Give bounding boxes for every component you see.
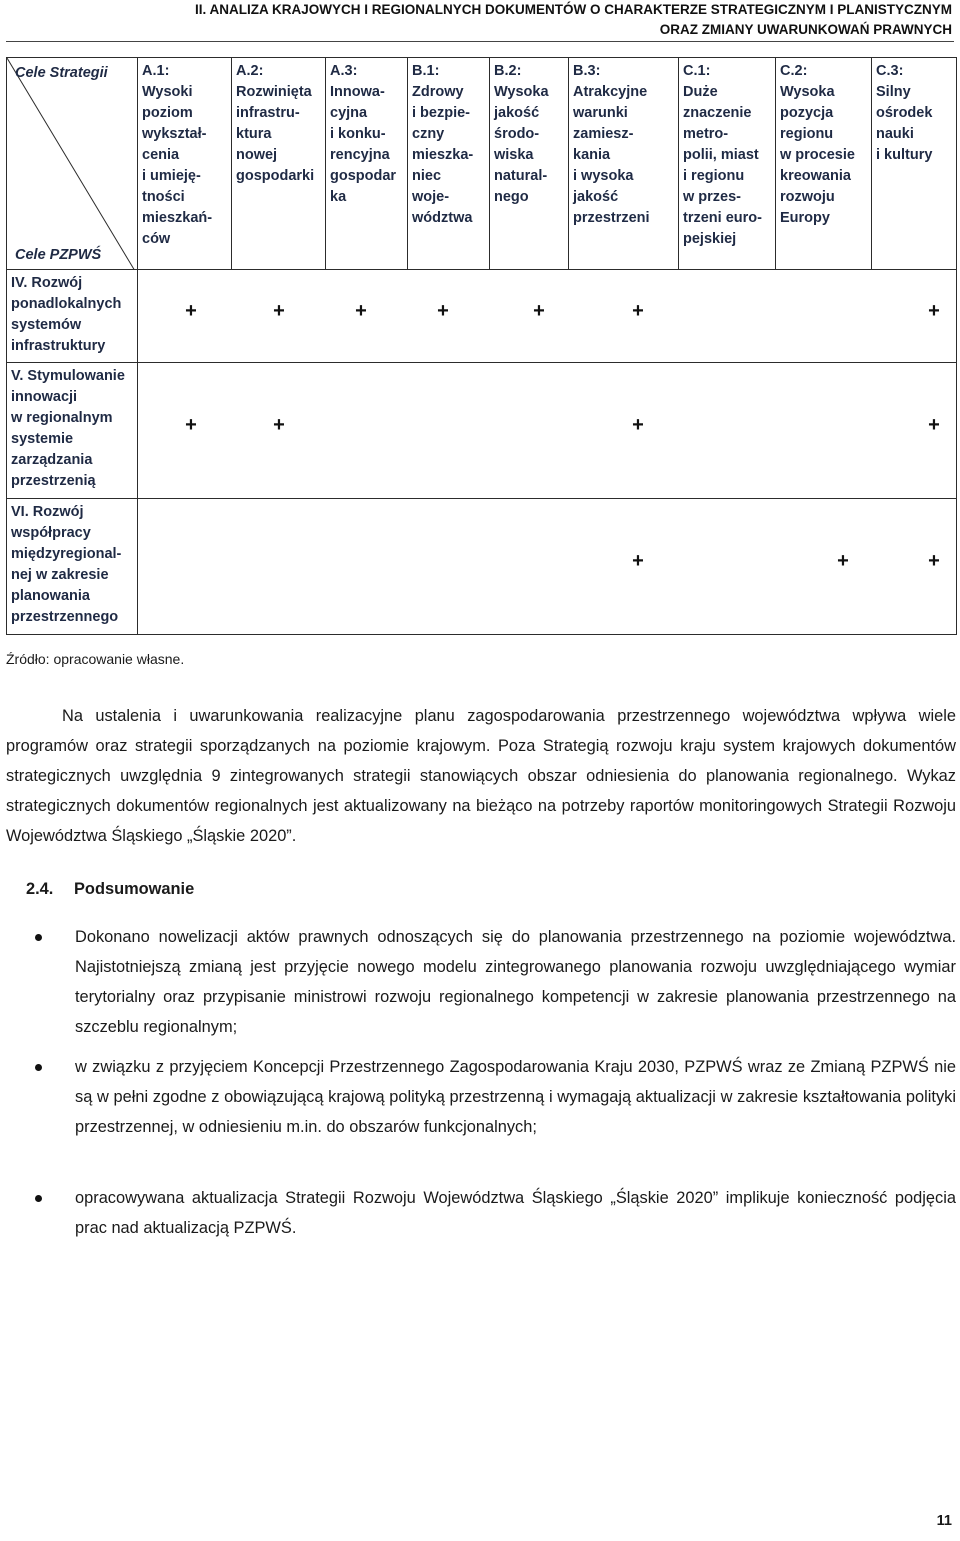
column-label-line: wiska: [494, 147, 534, 163]
column-label-line: niec: [412, 168, 442, 184]
bullet-icon: [35, 934, 42, 941]
column-label-line: tności: [142, 189, 185, 205]
row-label-line: przestrzennego: [11, 609, 119, 625]
section-title: Podsumowanie: [74, 880, 195, 898]
row-label-line: systemie: [11, 431, 74, 447]
column-label-line: mieszkań-: [142, 210, 213, 226]
column-label-line: gospodarki: [236, 168, 315, 184]
column-label-line: cyjna: [330, 105, 368, 121]
page-header: [195, 0, 952, 40]
row-label-line: infrastruktury: [11, 338, 106, 354]
column-label-line: i bezpie-: [412, 105, 471, 121]
table-header-row: [7, 58, 957, 270]
corner-diagonal: [7, 58, 138, 270]
column-label-line: ka: [330, 189, 347, 205]
section-number: 2.4.: [26, 880, 54, 898]
column-label-line: jakość: [573, 189, 619, 205]
column-label-line: i konku-: [330, 126, 386, 142]
column-header-b3: [569, 58, 679, 270]
column-label-line: znaczenie: [683, 105, 752, 121]
column-label-line: i wysoka: [573, 168, 634, 184]
row-label-line: przestrzenią: [11, 473, 96, 489]
column-label-line: przestrzeni: [573, 210, 650, 226]
corner-bottom-label: Cele PZPWŚ: [15, 247, 102, 263]
column-label-line: czny: [412, 126, 445, 142]
column-label-line: jakość: [494, 105, 540, 121]
column-label-line: ców: [142, 231, 171, 247]
column-label-line: polii, miast: [683, 147, 759, 163]
source-note: Źródło: opracowanie własne.: [6, 651, 185, 667]
table-row-vi: [7, 499, 957, 635]
row-vi-marks: [138, 499, 957, 635]
plus-mark: +: [185, 300, 197, 322]
row-header-v: [7, 363, 138, 499]
column-code: C.1:: [683, 63, 711, 79]
column-label-line: rencyjna: [330, 147, 390, 163]
plus-mark: +: [837, 550, 849, 572]
column-label-line: nauki: [876, 126, 914, 142]
column-code: C.2:: [780, 63, 808, 79]
row-label-line: systemów: [11, 317, 82, 333]
column-label-line: Atrakcyjne: [573, 84, 648, 100]
plus-mark: +: [928, 300, 940, 322]
column-label-line: i regionu: [683, 168, 745, 184]
column-label-line: wykształ-: [142, 126, 207, 142]
column-header-a2: [232, 58, 326, 270]
column-header-c2: [776, 58, 872, 270]
plus-mark: +: [437, 300, 449, 322]
column-code: B.2:: [494, 63, 522, 79]
column-label-line: Wysoka: [494, 84, 549, 100]
column-label-line: Duże: [683, 84, 718, 100]
corner-cell: [7, 58, 138, 270]
row-label-line: V. Stymulowanie: [11, 368, 125, 384]
column-header-c3: [872, 58, 957, 270]
column-label-line: warunki: [573, 105, 628, 121]
row-label-line: ponadlokalnych: [11, 296, 122, 312]
plus-mark: +: [273, 300, 285, 322]
column-label-line: i umieję-: [142, 168, 201, 184]
column-label-line: pejskiej: [683, 231, 737, 247]
column-label-line: trzeni euro-: [683, 210, 762, 226]
column-label-line: w przes-: [683, 189, 742, 205]
row-iv-marks: [138, 270, 957, 363]
column-code: A.3:: [330, 63, 358, 79]
column-header-b1: [408, 58, 490, 270]
goals-matrix-table: [6, 57, 957, 635]
column-code: B.3:: [573, 63, 601, 79]
plus-mark: +: [928, 414, 940, 436]
row-label-line: nej w zakresie: [11, 567, 109, 583]
column-code: C.3:: [876, 63, 904, 79]
row-label-line: planowania: [11, 588, 90, 604]
column-code: B.1:: [412, 63, 440, 79]
column-header-c1: [679, 58, 776, 270]
row-label-line: współpracy: [11, 525, 91, 541]
column-label-line: Innowa-: [330, 84, 385, 100]
column-label-line: wództwa: [412, 210, 473, 226]
column-label-line: infrastru-: [236, 105, 300, 121]
row-label-line: zarządzania: [11, 452, 93, 468]
column-label-line: ktura: [236, 126, 272, 142]
row-label-line: innowacji: [11, 389, 78, 405]
column-label-line: Wysoka: [780, 84, 835, 100]
column-label-line: Silny: [876, 84, 911, 100]
column-code: A.1:: [142, 63, 170, 79]
body-paragraph: Na ustalenia i uwarunkowania realizacyjne planu zagospodarowania przestrzennego województwa wpływa wiele programów oraz strategii sporządzanych na poziomie krajowym. Poza Strategią rozwoju kraju system krajowych dokumentów strategicznych uwzględnia 9 zintegrowanych strategii stanowiących obszar odniesienia do planowania regionalnego. Wykaz strategicznych dokumentów regionalnych jest aktualizowany na bieżąco na potrzeby raportów monitoringowych Strategii Rozwoju Województwa Śląskiego „Śląskie 2020”.: [6, 707, 956, 845]
column-label-line: regionu: [780, 126, 834, 142]
column-label-line: nego: [494, 189, 529, 205]
row-label-line: w regionalnym: [11, 410, 113, 426]
table-row-iv: [7, 270, 957, 363]
row-label-line: IV. Rozwój: [11, 275, 83, 291]
column-label-line: Zdrowy: [412, 84, 464, 100]
column-label-line: Europy: [780, 210, 830, 226]
header-line-2: ORAZ ZMIANY UWARUNKOWAŃ PRAWNYCH: [659, 22, 952, 37]
plus-mark: +: [355, 300, 367, 322]
bullet-text: w związku z przyjęciem Koncepcji Przestrzennego Zagospodarowania Kraju 2030, PZPWŚ wraz ze Zmianą PZPWŚ nie są w pełni zgodne z obowiązującą krajową polityką przestrzenną i wymagają aktualizacji w zakresie kształtowania polityki przestrzennej, w odniesieniu m.in. do obszarów funkcjonalnych;: [75, 1058, 956, 1136]
row-label-line: międzyregional-: [11, 546, 122, 562]
column-label-line: ośrodek: [876, 105, 933, 121]
bullet-icon: [35, 1195, 42, 1202]
column-label-line: pozycja: [780, 105, 834, 121]
column-label-line: woje-: [412, 189, 450, 205]
plus-mark: +: [632, 300, 644, 322]
column-label-line: nowej: [236, 147, 278, 163]
bullet-icon: [35, 1064, 42, 1071]
corner-top-label: Cele Strategii: [15, 65, 108, 81]
section-heading: [26, 880, 194, 899]
table-row-v: [7, 363, 957, 499]
header-line-1: II. ANALIZA KRAJOWYCH I REGIONALNYCH DOKUMENTÓW O CHARAKTERZE STRATEGICZNYM I PLANISTYCZNYM: [195, 2, 952, 17]
column-code: A.2:: [236, 63, 264, 79]
column-label-line: zamiesz-: [573, 126, 634, 142]
column-label-line: rozwoju: [780, 189, 835, 205]
row-v-marks: [138, 363, 957, 499]
column-label-line: i kultury: [876, 147, 933, 163]
plus-mark: +: [273, 414, 285, 436]
column-label-line: metro-: [683, 126, 729, 142]
column-header-a3: [326, 58, 408, 270]
column-label-line: środo-: [494, 126, 540, 142]
bullet-text: opracowywana aktualizacja Strategii Rozwoju Województwa Śląskiego „Śląskie 2020” implikuje konieczność podjęcia prac nad aktualizacją PZPWŚ.: [75, 1189, 956, 1237]
plus-mark: +: [928, 550, 940, 572]
column-label-line: kania: [573, 147, 611, 163]
column-label-line: mieszka-: [412, 147, 474, 163]
column-label-line: gospodar: [330, 168, 397, 184]
page-number: 11: [936, 1513, 952, 1529]
header-divider: [6, 41, 954, 42]
list-item: [75, 1183, 956, 1243]
column-label-line: w procesie: [780, 147, 855, 163]
list-item: [75, 1052, 956, 1142]
plus-mark: +: [185, 414, 197, 436]
column-label-line: kreowania: [780, 168, 851, 184]
column-label-line: Rozwinięta: [236, 84, 312, 100]
column-label-line: poziom: [142, 105, 193, 121]
row-header-vi: [7, 499, 138, 635]
column-label-line: cenia: [142, 147, 180, 163]
column-header-a1: [138, 58, 232, 270]
plus-mark: +: [632, 550, 644, 572]
column-label-line: Wysoki: [142, 84, 193, 100]
row-header-iv: [7, 270, 138, 363]
plus-mark: +: [632, 414, 644, 436]
column-header-b2: [490, 58, 569, 270]
list-item: [75, 922, 956, 1042]
bullet-text: Dokonano nowelizacji aktów prawnych odnoszących się do planowania przestrzennego na poziomie województwa. Najistotniejszą zmianą jest przyjęcie nowego modelu zintegrowanego planowania rozwoju uwzględniającego wymiar terytorialny oraz przypisanie ministrowi rozwoju regionalnego kompetencji w zakresie planowania przestrzennego na szczeblu regionalnym;: [75, 928, 956, 1036]
plus-mark: +: [533, 300, 545, 322]
row-label-line: VI. Rozwój: [11, 504, 84, 520]
column-label-line: natural-: [494, 168, 548, 184]
